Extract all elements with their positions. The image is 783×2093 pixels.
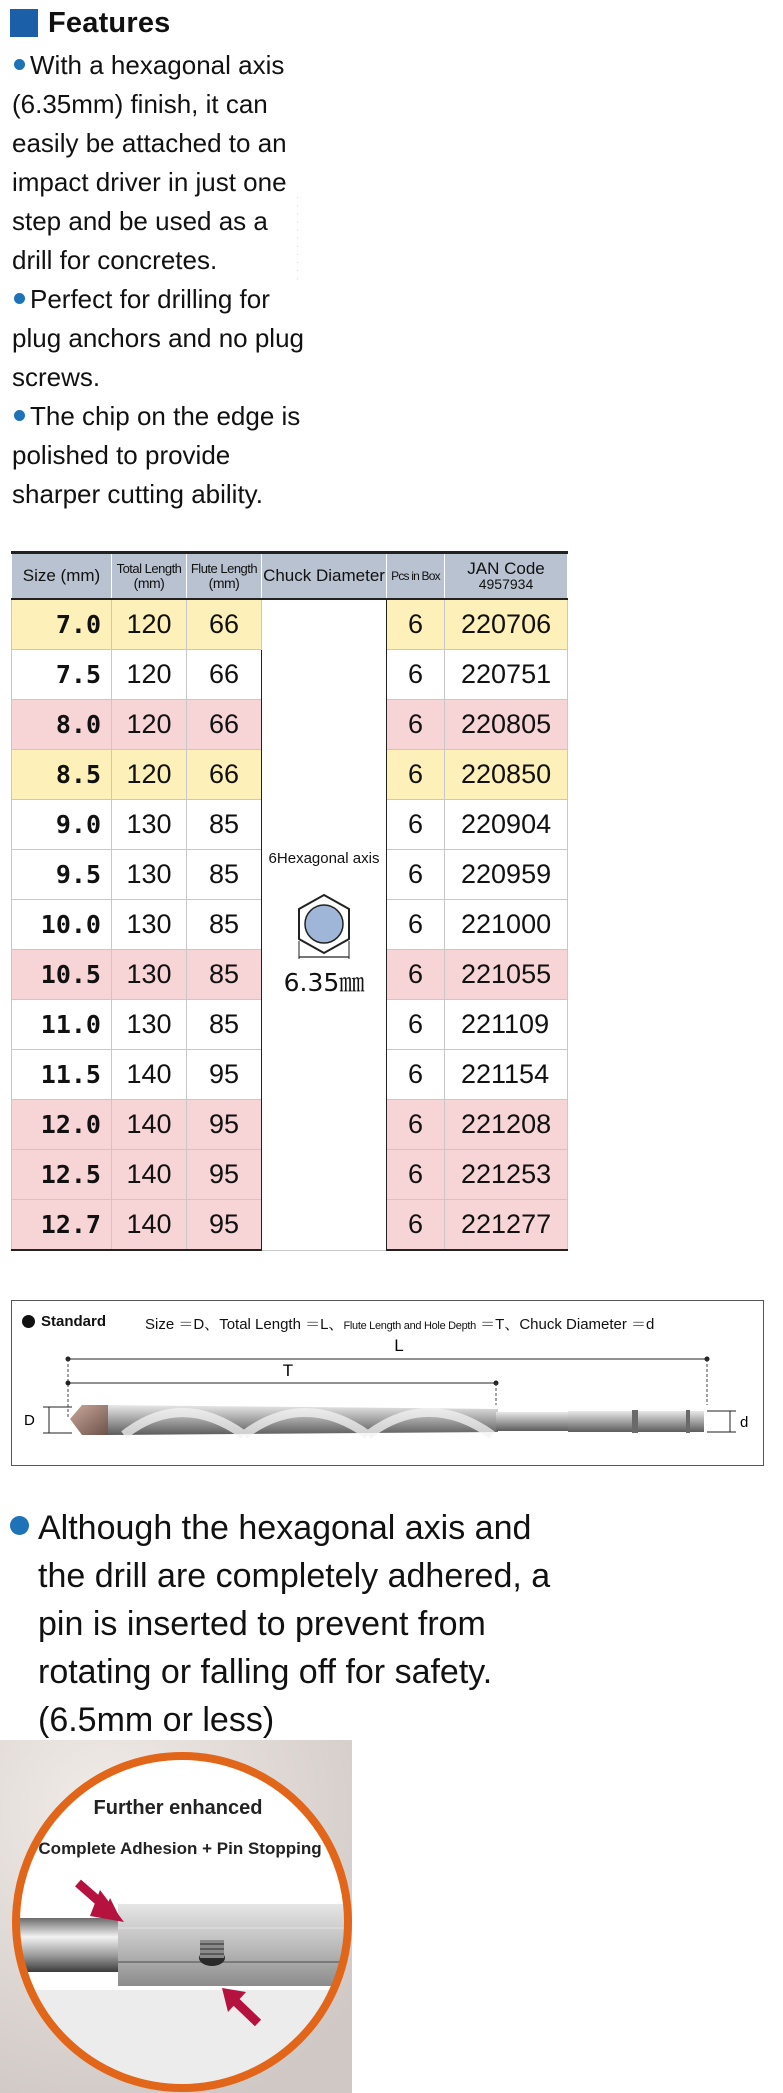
- total-length-cell: 140: [112, 1100, 187, 1150]
- col-header-pcs: Pcs in Box: [387, 553, 445, 600]
- total-length-cell: 130: [112, 1000, 187, 1050]
- chuck-dimension: 6.35㎜: [283, 968, 365, 998]
- pcs-cell: 6: [387, 700, 445, 750]
- flute-length-cell: 85: [187, 900, 262, 950]
- size-cell: 12.5: [12, 1150, 112, 1200]
- drill-dimension-drawing: [12, 1301, 763, 1465]
- total-length-cell: 140: [112, 1050, 187, 1100]
- hexagon-icon: [289, 889, 359, 959]
- pcs-cell: 6: [387, 1000, 445, 1050]
- drill-collar: [496, 1412, 568, 1431]
- jan-code-cell: 221000: [445, 900, 568, 950]
- size-cell: 9.5: [12, 850, 112, 900]
- bullet-icon: [10, 1516, 29, 1535]
- jan-code-cell: 221055: [445, 950, 568, 1000]
- size-cell: 10.5: [12, 950, 112, 1000]
- jan-code-cell: 221253: [445, 1150, 568, 1200]
- flute-length-cell: 95: [187, 1150, 262, 1200]
- size-cell: 8.5: [12, 750, 112, 800]
- photo-illustration: [0, 1740, 352, 2093]
- flute-length-cell: 95: [187, 1100, 262, 1150]
- total-length-cell: 120: [112, 650, 187, 700]
- flute-length-cell: 66: [187, 750, 262, 800]
- feature-item: Perfect for drilling for plug anchors and no plug screws.: [12, 284, 305, 392]
- features-heading: [10, 6, 171, 40]
- jan-code-cell: 220751: [445, 650, 568, 700]
- total-length-cell: 120: [112, 700, 187, 750]
- standard-heading: Standard: [22, 1313, 106, 1330]
- pcs-cell: 6: [387, 1150, 445, 1200]
- bullet-icon: [14, 410, 25, 421]
- total-length-cell: 120: [112, 599, 187, 650]
- hex-axis: [118, 1904, 352, 1986]
- pcs-cell: 6: [387, 650, 445, 700]
- total-length-cell: 130: [112, 900, 187, 950]
- size-cell: 7.0: [12, 599, 112, 650]
- col-header-chuck: Chuck Diameter: [262, 553, 387, 600]
- flute-length-cell: 85: [187, 800, 262, 850]
- spec-table: [11, 551, 568, 1251]
- total-length-cell: 130: [112, 850, 187, 900]
- pcs-cell: 6: [387, 750, 445, 800]
- flute-length-cell: 66: [187, 599, 262, 650]
- size-cell: 10.0: [12, 900, 112, 950]
- total-length-cell: 140: [112, 1200, 187, 1251]
- bullet-icon: [14, 59, 25, 70]
- flute-length-cell: 95: [187, 1050, 262, 1100]
- jan-code-cell: 220850: [445, 750, 568, 800]
- drill-shaft: [10, 1918, 130, 1972]
- label-d: d: [740, 1414, 749, 1431]
- flute-length-cell: 66: [187, 700, 262, 750]
- col-header-jan: JAN Code 4957934: [445, 553, 568, 600]
- label-D: D: [24, 1412, 35, 1429]
- feature-item: The chip on the edge is polished to provide sharper cutting ability.: [12, 401, 301, 509]
- safety-note: Although the hexagonal axis and the drill are completely adhered, a pin is inserted to prevent from rotating or falling off for safety. (6.5mm or less): [10, 1504, 570, 1744]
- watermark: · · · · · · · · · · ·: [292, 196, 303, 282]
- size-cell: 7.5: [12, 650, 112, 700]
- pcs-cell: 6: [387, 1050, 445, 1100]
- flute-length-cell: 85: [187, 850, 262, 900]
- size-cell: 12.7: [12, 1200, 112, 1251]
- total-length-cell: 130: [112, 800, 187, 850]
- feature-item: With a hexagonal axis (6.35mm) finish, it can easily be attached to an impact driver in just one step and be used as a drill for concretes.: [12, 50, 287, 275]
- jan-code-cell: 221208: [445, 1100, 568, 1150]
- standard-diagram: [11, 1300, 764, 1466]
- features-list: [12, 46, 312, 514]
- photo-title: Further enhanced: [93, 1797, 263, 1819]
- total-length-cell: 130: [112, 950, 187, 1000]
- size-cell: 8.0: [12, 700, 112, 750]
- jan-code-cell: 220959: [445, 850, 568, 900]
- features-title: Features: [48, 6, 171, 39]
- drill-tip: [70, 1405, 110, 1435]
- size-cell: 11.0: [12, 1000, 112, 1050]
- flute-length-cell: 85: [187, 950, 262, 1000]
- chuck-label: 6Hexagonal axis: [268, 850, 380, 868]
- bullet-icon: [14, 293, 25, 304]
- jan-code-cell: 220904: [445, 800, 568, 850]
- pcs-cell: 6: [387, 900, 445, 950]
- total-length-cell: 140: [112, 1150, 187, 1200]
- jan-code-cell: 220805: [445, 700, 568, 750]
- flute-length-cell: 66: [187, 650, 262, 700]
- table-header-row: [12, 553, 568, 600]
- chuck-diameter-cell: [262, 599, 387, 1250]
- table-row: [12, 599, 568, 650]
- size-cell: 9.0: [12, 800, 112, 850]
- size-cell: 11.5: [12, 1050, 112, 1100]
- pcs-cell: 6: [387, 800, 445, 850]
- col-header-total-length: Total Length (mm): [112, 553, 187, 600]
- pcs-cell: 6: [387, 599, 445, 650]
- size-cell: 12.0: [12, 1100, 112, 1150]
- jan-code-cell: 221154: [445, 1050, 568, 1100]
- jan-code-cell: 220706: [445, 599, 568, 650]
- flute-length-cell: 85: [187, 1000, 262, 1050]
- col-header-size: Size (mm): [12, 553, 112, 600]
- heading-square-icon: [10, 9, 38, 37]
- label-T: T: [282, 1361, 294, 1380]
- col-header-flute-length: Flute Length (mm): [187, 553, 262, 600]
- pin-stopping-photo: [0, 1740, 352, 2093]
- total-length-cell: 120: [112, 750, 187, 800]
- pcs-cell: 6: [387, 950, 445, 1000]
- pcs-cell: 6: [387, 1100, 445, 1150]
- pcs-cell: 6: [387, 850, 445, 900]
- pcs-cell: 6: [387, 1200, 445, 1251]
- jan-code-cell: 221109: [445, 1000, 568, 1050]
- photo-subtitle: Complete Adhesion + Pin Stopping: [38, 1839, 322, 1858]
- standard-legend: Size ＝D、Total Length ＝L、Flute Length and Hole Depth ＝T、Chuck Diameter ＝d: [145, 1316, 655, 1333]
- jan-code-cell: 221277: [445, 1200, 568, 1251]
- flute-length-cell: 95: [187, 1200, 262, 1251]
- label-L: L: [394, 1336, 404, 1355]
